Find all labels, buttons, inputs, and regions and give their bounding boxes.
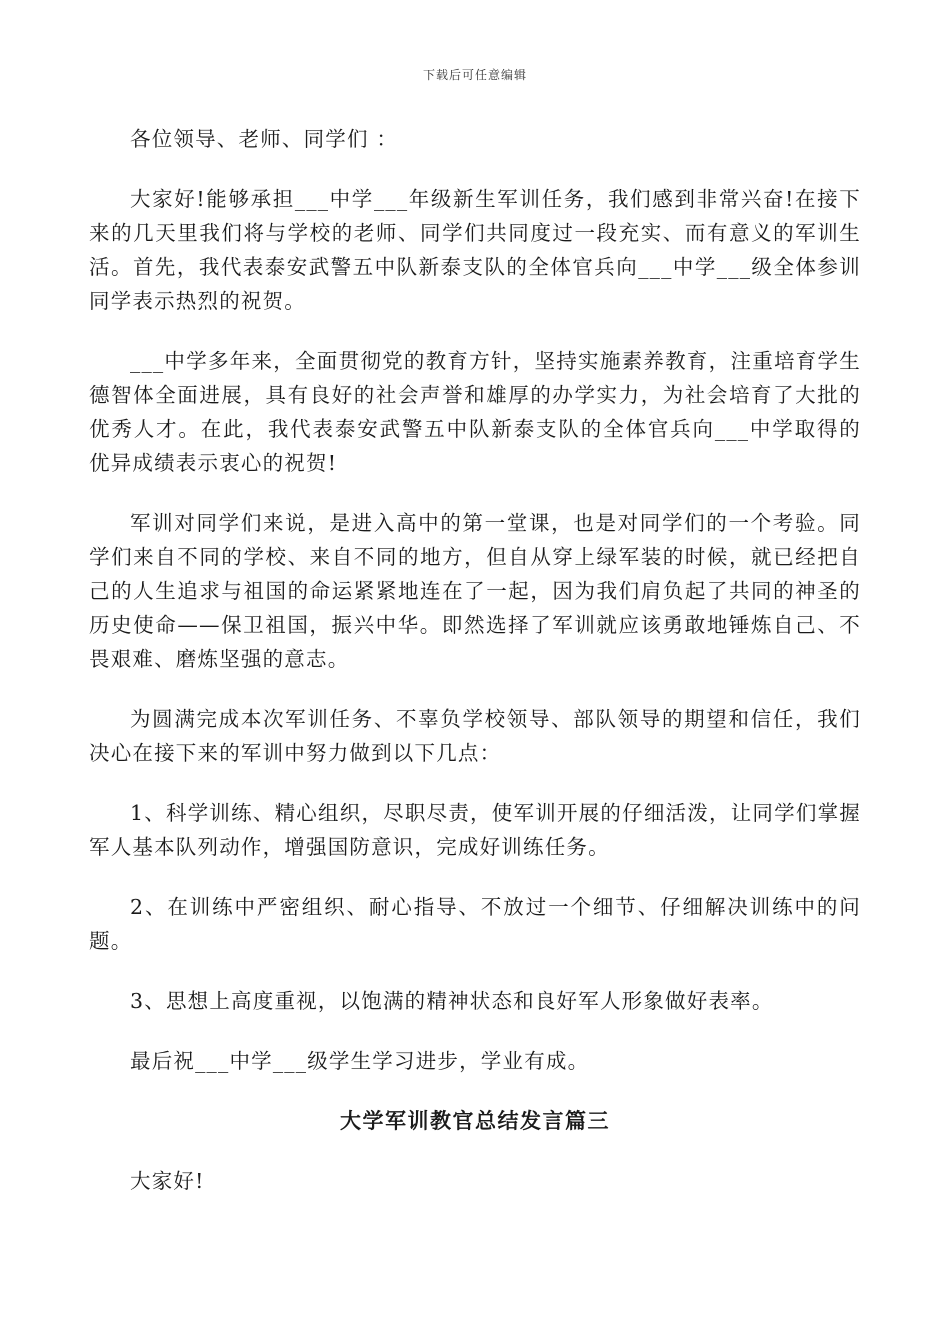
list-item-1: 1、科学训练、精心组织，尽职尽责，使军训开展的仔细活泼，让同学们掌握军人基本队列动作，增强国防意识，完成好训练任务。	[89, 801, 861, 859]
paragraph-training-meaning: 军训对同学们来说，是进入高中的第一堂课，也是对同学们的一个考验。同学们来自不同的学校、来自不同的地方，但自从穿上绿军装的时候，就已经把自己的人生追求与祖国的命运紧紧地连在了一起，因为我们肩负起了共同的神圣的历史使命——保卫祖国，振兴中华。即然选择了军训就应该勇敢地锤炼自己、不畏艰难、磨炼坚强的意志。	[89, 511, 861, 671]
salutation: 各位领导、老师、同学们 ：	[130, 127, 399, 151]
list-item-2: 2、在训练中严密组织、耐心指导、不放过一个细节、仔细解决训练中的问题。	[89, 895, 861, 953]
paragraph-school-praise: ___中学多年来，全面贯彻党的教育方针，坚持实施素养教育，注重培育学生德智体全面进展，具有良好的社会声誉和雄厚的办学实力，为社会培育了大批的优秀人才。在此，我代表泰安武警五中队新泰支队的全体官兵向___中学取得的优异成绩表示衷心的祝贺!	[89, 349, 861, 475]
page-header-note: 下载后可任意编辑	[422, 68, 527, 82]
paragraph-commitment: 为圆满完成本次军训任务、不辜负学校领导、部队领导的期望和信任，我们决心在接下来的军训中努力做到以下几点：	[89, 707, 861, 765]
document-body	[89, 122, 861, 1224]
greeting: 大家好!	[130, 1169, 205, 1193]
list-item-3: 3、思想上高度重视，以饱满的精神状态和良好军人形象做好表率。	[130, 989, 774, 1013]
section-title: 大学军训教官总结发言篇三	[340, 1108, 610, 1133]
paragraph-closing-wish: 最后祝___中学___级学生学习进步，学业有成。	[130, 1049, 590, 1073]
paragraph-opening: 大家好!能够承担___中学___年级新生军训任务，我们感到非常兴奋!在接下来的几天里我们将与学校的老师、同学们共同度过一段充实、而有意义的军训生活。首先，我代表泰安武警五中队新泰支队的全体官兵向___中学___级全体参训同学表示热烈的祝贺。	[89, 187, 861, 313]
